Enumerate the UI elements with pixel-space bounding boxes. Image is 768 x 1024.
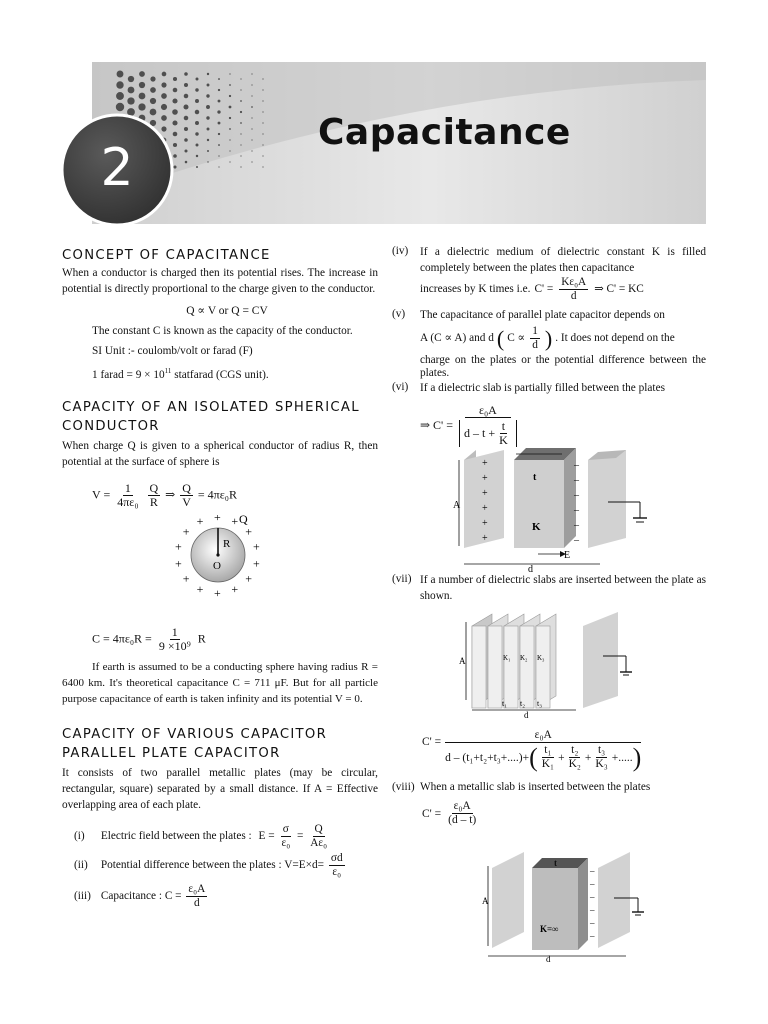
halftone-dot (161, 104, 167, 110)
fig1-field-label: E (564, 550, 571, 561)
fig2-t1: t₁ (502, 699, 508, 708)
fig1-area-label: A (453, 500, 461, 511)
halftone-dot (251, 150, 252, 151)
halftone-dot (251, 95, 252, 96)
halftone-dot (240, 89, 241, 90)
halftone-dot (196, 144, 199, 147)
plus-charge: + (253, 539, 260, 554)
halftone-dot (218, 133, 220, 135)
halftone-dot (127, 97, 134, 104)
fig3-minus-charges (589, 866, 595, 941)
fig2-slab-face (536, 626, 550, 708)
halftone-dot (206, 94, 209, 97)
plus-charge: + (482, 533, 488, 544)
minus-charge: – (590, 905, 595, 915)
plus-charge: + (182, 571, 190, 586)
fig2-k3: K₃ (537, 654, 545, 662)
halftone-dot (251, 139, 252, 140)
fig2-slab-face (488, 626, 502, 708)
vii-text: If a number of dielectric slabs are inserted between the plate as shown. (420, 574, 706, 602)
iv-c: C' = (534, 283, 554, 295)
farad-tail: statfarad (CGS unit). (171, 368, 269, 381)
halftone-dot (240, 78, 241, 79)
halftone-dot (240, 144, 241, 145)
halftone-dot (184, 83, 188, 87)
halftone-dot (184, 149, 187, 152)
potential-equation (92, 482, 378, 509)
halftone-dot (262, 89, 263, 90)
halftone-dot (150, 98, 156, 104)
halftone-dot (173, 143, 177, 147)
minus-charge: – (574, 535, 579, 546)
halftone-dot (196, 166, 198, 168)
plus-charge: + (482, 518, 488, 529)
label-viii: (viii) (392, 781, 415, 793)
halftone-dot (116, 81, 123, 88)
plus-charge: + (482, 503, 488, 514)
halftone-dot (150, 87, 156, 93)
metallic-slab-figure (478, 846, 658, 964)
halftone-dot (183, 104, 188, 109)
viii-equation: C' = $\frac{\text{ε₀A}}{(d - t)}$ (422, 800, 477, 826)
fig2-right-plate (583, 612, 618, 708)
halftone-dot (184, 127, 188, 131)
minus-charge: – (590, 892, 595, 902)
halftone-dot (173, 88, 178, 93)
halftone-dot (195, 110, 199, 114)
halftone-dot (173, 77, 177, 81)
halftone-dot (240, 133, 241, 134)
halftone-dot (184, 94, 189, 99)
halftone-dot (262, 166, 263, 167)
halftone-dot (161, 126, 166, 131)
halftone-dot (240, 111, 242, 113)
plus-charge: + (196, 581, 204, 596)
halftone-dot (195, 88, 198, 91)
plus-charge: + (253, 556, 260, 571)
halftone-dot (139, 93, 146, 100)
plus-charge: + (214, 585, 221, 600)
v-c: C ∝ (507, 332, 526, 344)
heading-concept: CONCEPT OF CAPACITANCE (62, 248, 271, 263)
v-text3: charge on the plates or the potential difference between the plates. (420, 354, 706, 379)
v-text: The capacitance of parallel plate capacitor depends on (420, 309, 665, 321)
plus-charge: + (245, 571, 253, 586)
v-tail: . It does not depend on the (555, 332, 675, 344)
halftone-dot (229, 128, 231, 130)
minus-charge: – (574, 490, 579, 501)
halftone-dot (161, 115, 167, 121)
vi-text: If a dielectric slab is partially filled between the plates (420, 382, 665, 394)
fig2-k2: K₂ (520, 654, 528, 662)
item-viii (392, 780, 706, 795)
halftone-dot (184, 138, 188, 142)
farad-text: 1 farad = 9 × 10 (92, 368, 165, 381)
halftone-dot (229, 95, 231, 97)
halftone-dot (262, 111, 263, 112)
charge-label: Q (239, 514, 248, 526)
right-column (392, 244, 706, 447)
si-unit-line: SI Unit :- coulomb/volt or farad (F) (92, 345, 253, 357)
plus-charge: + (182, 524, 190, 539)
charged-sphere-figure (62, 515, 378, 615)
fig3-right-plate (598, 852, 630, 948)
halftone-dot (218, 100, 221, 103)
halftone-dot (251, 117, 252, 118)
fig2-slab-face (520, 626, 534, 708)
fig3-k-label: K=∞ (540, 924, 559, 934)
item-vii (392, 572, 706, 604)
heading-spherical: CAPACITY OF AN ISOLATED SPHERICAL CONDUCTOR (62, 399, 360, 434)
halftone-dot (172, 109, 178, 115)
plus-charge: + (231, 581, 239, 596)
fig2-distance-label: d (524, 710, 529, 720)
halftone-dot (162, 72, 167, 77)
plus-charge: + (175, 556, 182, 571)
halftone-dot (229, 73, 230, 74)
fig3-distance-label: d (546, 954, 551, 964)
halftone-dot (262, 100, 263, 101)
halftone-dot (207, 84, 210, 87)
item-ii: (ii) Potential difference between the plates : V=E×d= $\frac{\sigma d}{\text{ε₀}}$ (74, 851, 343, 878)
fig1-thickness-label: t (533, 472, 537, 483)
halftone-dot (185, 161, 188, 164)
fig2-t3: t₃ (537, 699, 543, 708)
halftone-dot (195, 121, 199, 125)
fig1-distance-label: d (528, 564, 533, 572)
halftone-dot (229, 139, 230, 140)
halftone-dot (172, 98, 177, 103)
plus-charge: + (175, 539, 182, 554)
label-vii: (vii) (392, 573, 412, 585)
halftone-dot (251, 106, 253, 108)
halftone-dot (229, 84, 231, 86)
item-iv: (iv) If a dielectric medium of dielectric constant K is filled completely between the plates then capacitance increases by K times i.e. C' = $\frac{\text{Kε₀A}}{d}$ ⇒ C' = KC (392, 245, 706, 302)
halftone-dot (218, 78, 220, 80)
halftone-dot (128, 87, 135, 94)
halftone-dot (218, 89, 220, 91)
halftone-dot (184, 72, 188, 76)
item-vi (392, 380, 706, 396)
halftone-dot (207, 73, 209, 75)
halftone-dot (196, 155, 198, 157)
iv-result: ⇒ C' = KC (594, 283, 644, 295)
halftone-dot (161, 93, 167, 99)
radius-label: R (223, 537, 231, 550)
halftone-dot (251, 161, 252, 162)
vii-equation: C' = ε₀A d – (t₁+t₂+t₃+....)+ ( $\frac{\text{t₁}}{\text{K₁}}$ + $\frac{\text{t₂}}{\text{K₂}}$ + $\frac{\text{t₃}}{\text{K₃}}$ +..... ) (422, 729, 642, 772)
minus-charge: – (590, 879, 595, 889)
fig2-slab-face (504, 626, 518, 708)
plus-charge: + (482, 458, 488, 469)
halftone-dot (139, 71, 145, 77)
item-iii: (iii) Capacitance : C = $\frac{\text{ε₀A}}{d}$ (74, 882, 206, 909)
fig3-thickness-label: t (554, 858, 557, 868)
dielectric-slab-figure (448, 442, 668, 572)
minus-charge: – (574, 520, 579, 531)
metallic-slab (532, 868, 578, 950)
minus-charge: – (574, 505, 579, 516)
item-v: (v) The capacitance of parallel plate capacitor depends on A (C ∝ A) and d ( C ∝ $\frac{1}{d}$ ) . It does not depend on the charge on the plates or the potential difference between the plates. (392, 308, 706, 379)
farad-line (62, 363, 378, 383)
halftone-dot (262, 78, 263, 79)
farad-exponent: 11 (164, 367, 172, 375)
spherical-paragraph: When charge Q is given to a spherical conductor of radius R, then potential at the surface of sphere is (62, 439, 378, 468)
fig3-left-plate (492, 852, 524, 948)
halftone-dot (262, 155, 263, 156)
eq-c-lhs: C = 4πε₀R = (92, 631, 152, 646)
vi-equation: ⇒ C' = ε₀A d – t + $\frac{t}{K}$ (420, 404, 706, 447)
eq-c-rhs: R (197, 631, 206, 646)
plus-charge: + (482, 488, 488, 499)
concept-paragraph: When a conductor is charged then its potential rises. The increase in potential is directly proportional to the charge given to the conductor. (62, 267, 378, 295)
minus-charge: – (590, 918, 595, 928)
eq-v-rhs: = 4πε₀R (197, 487, 237, 502)
fig2-t2: t₂ (520, 699, 526, 708)
frac-q-r: $\frac{Q}{R}$ (149, 480, 159, 509)
label-iv: (iv) (392, 245, 409, 257)
halftone-dot (206, 116, 209, 119)
halftone-dot (173, 154, 177, 158)
multiple-slabs-figure (458, 608, 648, 720)
halftone-dot (116, 103, 124, 111)
halftone-dot (251, 84, 252, 85)
halftone-dot (218, 155, 219, 156)
item-i: (i) Electric field between the plates : E = $\frac{\sigma}{\text{ε₀}}$ = $\frac{Q}{\text{Aε₀}}$ (74, 822, 328, 849)
halftone-dot (207, 150, 209, 152)
fig2-area-label: A (459, 656, 466, 666)
halftone-dot (173, 132, 178, 137)
halftone-dot (240, 166, 241, 167)
plus-charge: + (231, 514, 239, 528)
halftone-dot (240, 100, 242, 102)
iv-text: If a dielectric medium of dielectric constant K is filled completely between the plates then capacitance (420, 246, 706, 274)
minus-charge: – (574, 475, 579, 486)
label-v: (v) (392, 308, 406, 320)
fig1-dielectric-label: K (532, 521, 541, 533)
frac-1-9e9: $\frac{1}{\text{9 ×10⁹}}$ (158, 624, 191, 653)
eq-v-lhs: V = (92, 487, 111, 502)
halftone-dot (195, 99, 199, 103)
halftone-dot (196, 78, 199, 81)
frac-1-4pie0: $\frac{1}{\text{4πε₀}}$ (117, 480, 139, 509)
halftone-dot (116, 92, 124, 100)
proportionality-equation: Q ∝ V or Q = CV (186, 305, 268, 317)
v-a: A (C ∝ A) and d (420, 332, 494, 344)
halftone-dot (229, 117, 231, 119)
minus-charge: – (574, 460, 579, 471)
halftone-dot (207, 139, 209, 141)
halftone-dot (262, 144, 263, 145)
constant-line: The constant C is known as the capacity of the conductor. (92, 325, 353, 337)
capacitance-sphere-equation (92, 626, 378, 653)
halftone-dot (217, 110, 220, 113)
halftone-dot (195, 132, 198, 135)
halftone-dot (251, 128, 252, 129)
halftone-dot (161, 82, 166, 87)
halftone-dot (262, 122, 263, 123)
minus-charge: – (590, 866, 595, 876)
minus-charge: – (590, 931, 595, 941)
fig3-area-label: A (482, 896, 489, 906)
earth-paragraph: If earth is assumed to be a conducting sphere having radius R = 6400 km. It's theoretical capacitance C = 711 μF. But for all particle purpose capacitance of earth is taken infinity and its potential V = 0. (62, 660, 378, 705)
fig2-k1: K₁ (503, 654, 511, 662)
halftone-dot (229, 161, 230, 162)
halftone-dot (206, 105, 210, 109)
halftone-dot (117, 71, 124, 78)
heading-various: CAPACITY OF VARIOUS CAPACITOR PARALLEL PLATE CAPACITOR (62, 726, 328, 761)
halftone-dot (207, 128, 210, 131)
plus-charge: + (214, 514, 221, 524)
halftone-dot (218, 166, 219, 167)
chapter-number: 2 (100, 138, 134, 198)
halftone-dot (262, 133, 263, 134)
halftone-dot (229, 106, 232, 109)
label-vi: (vi) (392, 381, 409, 393)
halftone-dot (173, 165, 176, 168)
halftone-dot (229, 150, 230, 151)
halftone-dot (240, 122, 242, 124)
viii-text: When a metallic slab is inserted between the plates (420, 781, 651, 793)
plus-charge: + (196, 514, 204, 528)
fig2-slab-face (472, 626, 486, 708)
halftone-dot (240, 155, 241, 156)
halftone-dot (251, 73, 252, 74)
chapter-title: Capacitance (318, 112, 571, 153)
halftone-dot (128, 76, 134, 82)
halftone-dot (184, 116, 189, 121)
plus-charge: + (245, 524, 253, 539)
halftone-dot (138, 103, 145, 110)
frac-q-v: $\frac{Q}{V}$ (182, 480, 191, 509)
halftone-dot (218, 144, 220, 146)
dielectric-slab (514, 460, 564, 548)
right-plate (588, 450, 626, 548)
plus-charge: + (482, 473, 488, 484)
halftone-dot (218, 122, 221, 125)
halftone-dot (172, 120, 177, 125)
halftone-dot (139, 82, 145, 88)
implies-arrow: ⇒ (165, 487, 176, 502)
iv-text2: increases by K times i.e. (420, 283, 531, 295)
left-column (62, 244, 378, 910)
center-label: O (213, 559, 221, 572)
halftone-dot (150, 76, 155, 81)
halftone-dot (150, 109, 157, 116)
halftone-dot (207, 161, 208, 162)
parallel-plate-paragraph: It consists of two parallel metallic plates (may be circular, rectangular, square) separated by a small distance. If A = Effective overlapping area of each plate. (62, 766, 378, 811)
